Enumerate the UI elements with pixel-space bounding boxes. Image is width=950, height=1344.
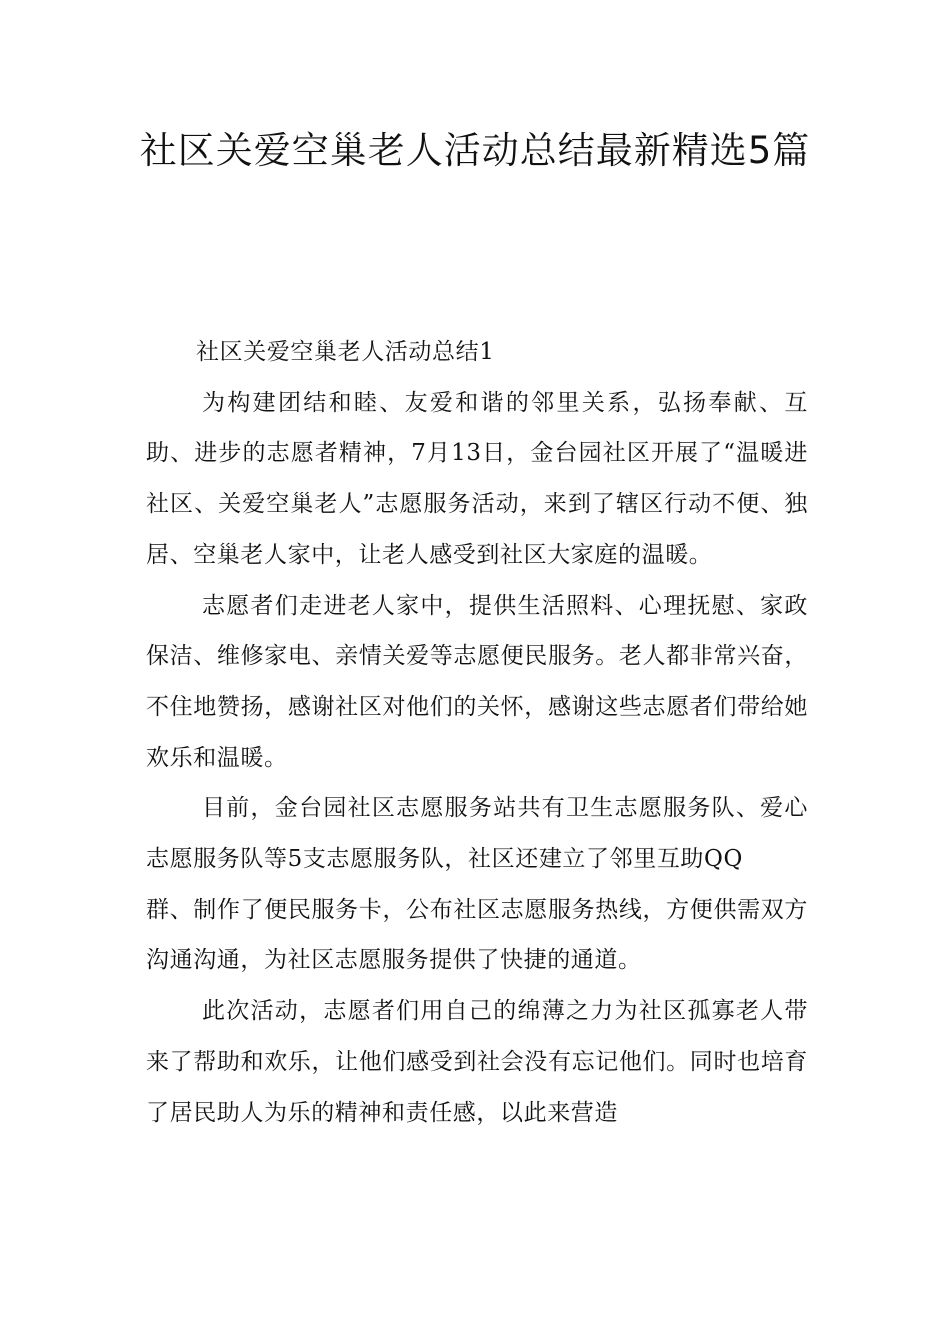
document-body [146,327,808,1138]
document-title: 社区关爱空巢老人活动总结最新精选5篇 [139,129,811,172]
paragraph-1: 为构建团结和睦、友爱和谐的邻里关系，弘扬奉献、互助、进步的志愿者精神，7月13日，金台园社区开展了“温暖进社区、关爱空巢老人”志愿服务活动，来到了辖区行动不便、独居、空巢老人家中，让老人感受到社区大家庭的温暖。 [146,389,808,568]
paragraph-5: 此次活动，志愿者们用自己的绵薄之力为社区孤寡老人带来了帮助和欢乐，让他们感受到社会没有忘记他们。同时也培育了居民助人为乐的精神和责任感，以此来营造 [146,998,808,1126]
paragraph-3: 目前，金台园社区志愿服务站共有卫生志愿服务队、爱心志愿服务队等5支志愿服务队，社区还建立了邻里互助QQ [146,795,808,873]
paragraph-2: 志愿者们走进老人家中，提供生活照料、心理抚慰、家政保洁、维修家电、亲情关爱等志愿便民服务。老人都非常兴奋，不住地赞扬，感谢社区对他们的关怀，感谢这些志愿者们带给她欢乐和温暖。 [146,592,808,771]
paragraph-4: 群、制作了便民服务卡，公布社区志愿服务热线，方便供需双方沟通沟通，为社区志愿服务提供了快捷的通道。 [146,896,808,974]
section-heading: 社区关爱空巢老人活动总结1 [196,339,495,365]
